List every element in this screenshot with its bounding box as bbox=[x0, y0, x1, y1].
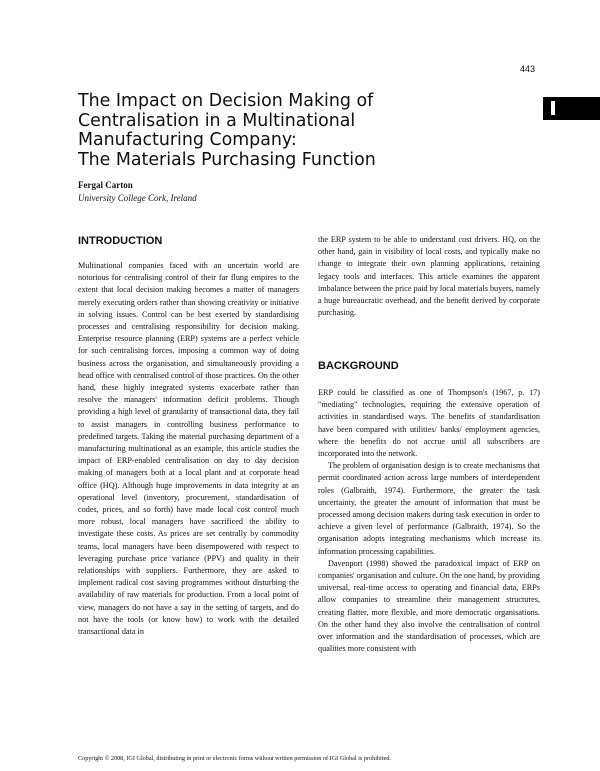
title-line: Manufacturing Company: bbox=[78, 130, 297, 151]
right-column-top bbox=[318, 234, 540, 319]
copyright-footer: Copyright © 2008, IGI Global, distributing in print or electronic forms without written permission of IGI Global is prohibited. bbox=[78, 755, 391, 762]
page-number: 443 bbox=[520, 64, 536, 74]
background-paragraph: ERP could be classified as one of Thompson's (1967, p. 17) "mediating" technologies, requiring the extensive operation of activities in standardised ways. The benefits of standardisation have been compared with utilities/ banks/ employment agencies, where the benefits do not accrue until all subscribers are incorporated into the network. bbox=[318, 388, 540, 459]
introduction-continuation: the ERP system to be able to understand cost drivers. HQ, on the other hand, gain in visibility of local costs, and typically make no change to integrate their own planning applications, retaining legacy tools and interfaces. This article examines the apparent imbalance between the price paid by local materials buyers, namely a huge bureaucratic overhead, and the benefit derived by corporate purchasing. bbox=[318, 235, 540, 318]
author-name: Fergal Carton bbox=[78, 180, 133, 190]
introduction-paragraph: Multinational companies faced with an uncertain world are notorious for centralising control of their far flung empires to the extent that local decision making becomes a matter of managers merely executing orders rather than showing creativity or initiative in solving issues. Control can be best exerted by standardising processes and centralising responsibility for decision making. Enterprise resource planning (ERP) systems are a perfect vehicle for such centralising forces, imposing a common way of doing business across the organisation, and simultaneously providing a head office with centralised control of those practices. On the other hand, these highly integrated systems exacerbate rather than resolve the managers' information deficit problems. Though providing a high level of granularity of transactional data, they fail to assist managers in controlling business performance to predefined targets. Taking the material purchasing department of a manufacturing multinational as an example, this article studies the impact of ERP-enabled centralisation on day to day decision making of managers both at a local plant and at corporate head office (HQ). Although huge improvements in data integrity at an operational level (inventory, procurement, standardisation of codes, prices, and so forth) have made local cost control much more robust, local managers have sacrificed the ability to investigate these costs. As prices are set centrally by commodity teams, local managers have been disempowered with respect to leveraging purchase price variance (PPV) and quality in their relationships with suppliers. Furthermore, they are asked to implement radical cost saving programmes without disturbing the availability of raw materials for production. From a local point of view, managers do not have a say in the setting of targets, and do not have the tools (or know how) to work with the detailed transactional data in bbox=[78, 261, 299, 637]
background-heading: BACKGROUND bbox=[318, 360, 399, 372]
title-line: The Materials Purchasing Function bbox=[78, 149, 376, 170]
right-column-background bbox=[318, 387, 540, 655]
background-paragraph: Davenport (1998) showed the paradoxical impact of ERP on companies' organisation and culture. On the one hand, by providing universal, real-time access to operating and financial data, ERPs allow companies to streamline their management structures, creating flatter, more flexible, and more democratic organisations. On the other hand they also involve the centralisation of control over information and the standardisation of processes, which are qualities more consistent with bbox=[318, 558, 540, 654]
introduction-heading: INTRODUCTION bbox=[78, 235, 163, 247]
article-title bbox=[78, 92, 518, 170]
author-affiliation: University College Cork, Ireland bbox=[78, 193, 197, 203]
title-line: The Impact on Decision Making of bbox=[78, 91, 374, 111]
section-tab-marker bbox=[543, 97, 600, 120]
left-column bbox=[78, 260, 299, 638]
title-line: Centralisation in a Multinational bbox=[78, 110, 356, 131]
background-paragraph: The problem of organisation design is to create mechanisms that permit coordinated action across large numbers of interdependent roles (Galbraith, 1974). Furthermore, the greater the task uncertainty, the greater the amount of information that must be processed among decision makers during task execution in order to achieve a given level of performance (Galbraith, 1974). So the organisation adopts integrating mechanisms which increase its information processing capabilities. bbox=[318, 461, 540, 556]
